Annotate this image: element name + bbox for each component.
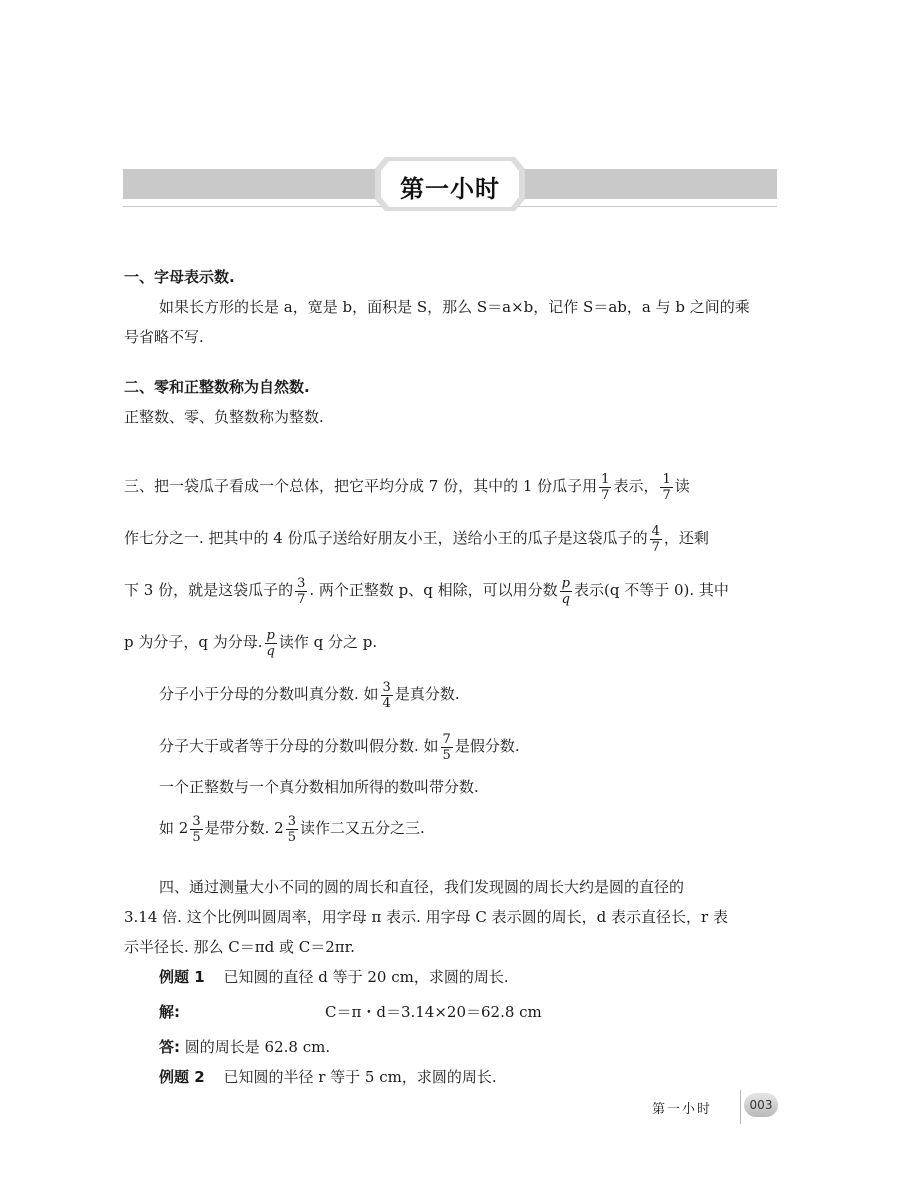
example-1-label: 例题 1 xyxy=(159,968,205,986)
fraction-denominator: 5 xyxy=(442,747,451,763)
fraction-denominator: 5 xyxy=(287,829,296,845)
section-1-heading: 一、字母表示数. xyxy=(124,268,235,286)
section-2-line-1: 正整数、零、负整数称为整数. xyxy=(124,408,324,426)
section-1 xyxy=(124,262,779,352)
page-content xyxy=(124,262,779,1092)
fraction xyxy=(381,680,393,711)
section-3-line-5 xyxy=(159,668,779,720)
section-3-line-1 xyxy=(124,460,779,512)
chapter-banner xyxy=(123,157,777,213)
page-footer xyxy=(640,1090,780,1130)
section-3-text-i3: 读作二又五分之三. xyxy=(299,819,425,837)
page-number-badge: 003 xyxy=(744,1093,778,1117)
section-3-line-7: 一个正整数与一个真分数相加所得的数叫带分数. xyxy=(159,778,479,796)
fraction xyxy=(441,732,453,763)
fraction-numerator: 3 xyxy=(287,813,296,829)
fraction xyxy=(560,576,572,607)
fraction xyxy=(286,814,298,845)
footer-divider xyxy=(740,1090,741,1124)
fraction xyxy=(599,472,611,503)
solution-label: 解: xyxy=(159,1003,180,1021)
section-1-line-1: 如果长方形的长是 a，宽是 b，面积是 S，那么 S＝a×b，记作 S＝ab，a 与 b 之间的乘 xyxy=(159,298,750,316)
section-4-line-1: 四、通过测量大小不同的圆的周长和直径，我们发现圆的周长大约是圆的直径的 xyxy=(159,878,685,896)
section-3-text-i2: 是带分数. 2 xyxy=(204,819,284,837)
fraction xyxy=(660,472,672,503)
example-2 xyxy=(159,1062,779,1092)
section-3-line-4 xyxy=(124,616,779,668)
fraction xyxy=(265,628,277,659)
section-4-line-2: 3.14 倍. 这个比例叫圆周率，用字母 π 表示. 用字母 C 表示圆的周长，d 表示直径长，r 表 xyxy=(124,908,728,926)
fraction xyxy=(650,524,662,555)
section-3-text-g2: 是假分数. xyxy=(454,737,520,755)
example-2-label: 例题 2 xyxy=(159,1068,205,1086)
answer-text: 圆的周长是 62.8 cm. xyxy=(184,1038,331,1056)
section-4 xyxy=(124,872,779,1092)
fraction-denominator: 4 xyxy=(382,695,391,711)
section-3-text-c3: 表示(q 不等于 0). 其中 xyxy=(573,581,729,599)
section-3-text-e2: 是真分数. xyxy=(394,685,460,703)
section-3-text-d2: 读作 q 分之 p. xyxy=(278,633,378,651)
section-3-text-d1: p 为分子，q 为分母. xyxy=(124,633,263,651)
section-3-line-3 xyxy=(124,564,779,616)
fraction-denominator: 7 xyxy=(601,487,610,503)
fraction-numerator: p xyxy=(266,627,275,643)
section-3-text-g1: 分子大于或者等于分母的分数叫假分数. 如 xyxy=(159,737,439,755)
section-3-line-6 xyxy=(159,720,779,772)
chapter-title: 第一小时 xyxy=(400,175,500,203)
section-3-text-c2: . 两个正整数 p、q 相除，可以用分数 xyxy=(309,581,558,599)
fraction-denominator: 7 xyxy=(297,591,306,607)
banner-title-tab xyxy=(375,157,525,212)
fraction xyxy=(190,814,202,845)
fraction-numerator: p xyxy=(561,575,570,591)
section-3-text-a3: 读 xyxy=(674,477,690,495)
section-2-heading: 二、零和正整数称为自然数. xyxy=(124,378,310,396)
example-2-text: 已知圆的半径 r 等于 5 cm，求圆的周长. xyxy=(223,1068,497,1086)
solution xyxy=(159,992,779,1032)
fraction-numerator: 3 xyxy=(382,679,391,695)
section-3-line-8 xyxy=(159,802,779,854)
fraction-denominator: q xyxy=(266,643,275,659)
fraction-numerator: 4 xyxy=(651,523,660,539)
section-3-text-a1: 三、把一袋瓜子看成一个总体，把它平均分成 7 份，其中的 1 份瓜子用 xyxy=(124,477,598,495)
section-3-text-b1: 作七分之一. 把其中的 4 份瓜子送给好朋友小王，送给小王的瓜子是这袋瓜子的 xyxy=(124,529,648,547)
answer xyxy=(159,1032,779,1062)
section-3-text-c1: 下 3 份，就是这袋瓜子的 xyxy=(124,581,294,599)
section-3-line-2 xyxy=(124,512,779,564)
answer-label: 答: xyxy=(159,1038,180,1056)
example-1-text: 已知圆的直径 d 等于 20 cm，求圆的周长. xyxy=(223,968,509,986)
fraction-denominator: 7 xyxy=(662,487,671,503)
solution-equation: C＝π・d＝3.14×20＝62.8 cm xyxy=(325,1003,542,1021)
fraction-numerator: 1 xyxy=(601,471,610,487)
section-3 xyxy=(124,460,779,854)
section-3-text-i1: 如 2 xyxy=(159,819,189,837)
example-1 xyxy=(159,962,779,992)
fraction xyxy=(295,576,307,607)
fraction-denominator: 7 xyxy=(651,539,660,555)
section-1-line-2: 号省略不写. xyxy=(124,328,204,346)
fraction-numerator: 7 xyxy=(442,731,451,747)
section-2 xyxy=(124,372,779,432)
section-3-text-b2: ，还剩 xyxy=(663,529,709,547)
fraction-denominator: 5 xyxy=(192,829,201,845)
section-3-text-a2: 表示， xyxy=(613,477,659,495)
fraction-numerator: 3 xyxy=(297,575,306,591)
section-3-text-e1: 分子小于分母的分数叫真分数. 如 xyxy=(159,685,379,703)
fraction-numerator: 3 xyxy=(192,813,201,829)
fraction-numerator: 1 xyxy=(662,471,671,487)
fraction-denominator: q xyxy=(561,591,570,607)
section-4-line-3: 示半径长. 那么 C＝πd 或 C＝2πr. xyxy=(124,938,355,956)
footer-chapter-label: 第一小时 xyxy=(652,1102,713,1117)
